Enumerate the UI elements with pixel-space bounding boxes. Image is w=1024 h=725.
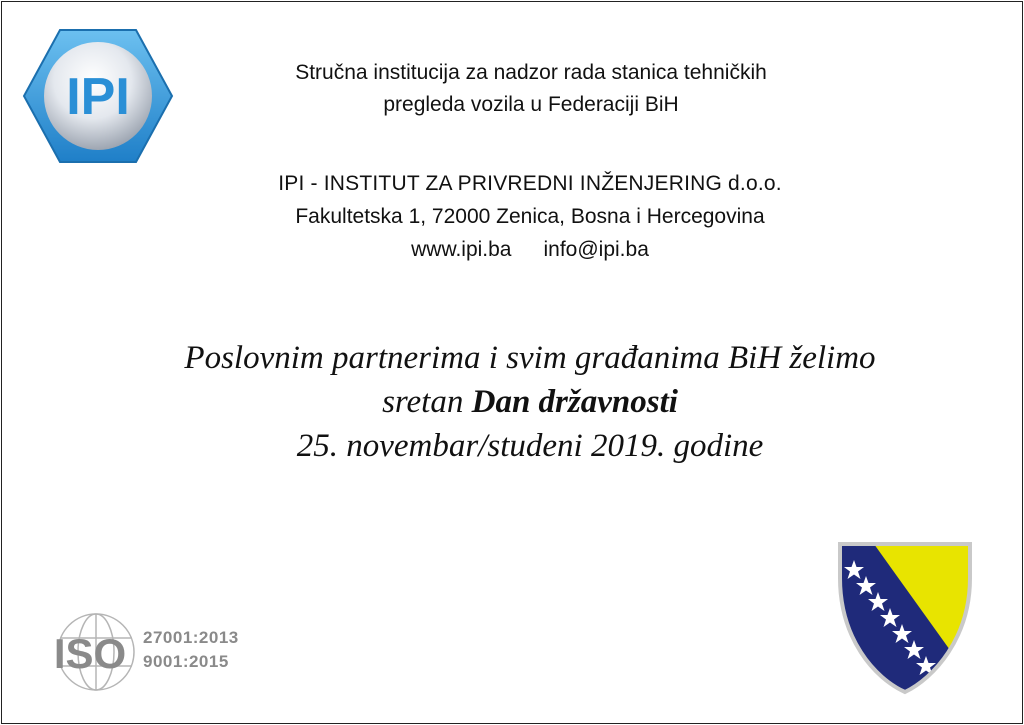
ipi-logo xyxy=(22,26,174,166)
company-address: Fakultetska 1, 72000 Zenica, Bosna i Hercegovina xyxy=(295,205,765,228)
institution-description xyxy=(196,57,866,121)
logo-text: IPI xyxy=(66,68,130,126)
greeting-line-1: Poslovnim partnerima i svim građanima BiH želimo xyxy=(184,340,876,376)
description-line-1: Stručna institucija za nadzor rada stanica tehničkih xyxy=(295,61,767,84)
holiday-name: Dan državnosti xyxy=(471,384,678,420)
iso-standards xyxy=(143,626,239,674)
company-contacts xyxy=(150,233,910,266)
iso-code-1: 27001:2013 xyxy=(143,628,239,647)
website-link[interactable]: www.ipi.ba xyxy=(411,238,512,261)
description-line-2: pregleda vozila u Federaciji BiH xyxy=(383,93,679,116)
iso-code-2: 9001:2015 xyxy=(143,652,229,671)
greeting-line-2-prefix: sretan xyxy=(382,384,472,420)
iso-label: ISO xyxy=(53,630,127,677)
email-link[interactable]: info@ipi.ba xyxy=(543,238,649,261)
greeting-date: 25. novembar/studeni 2019. godine xyxy=(296,428,764,464)
company-block xyxy=(150,167,910,266)
bih-coat-of-arms xyxy=(834,538,976,696)
greeting-message xyxy=(30,336,1024,468)
greeting-line-2 xyxy=(30,380,1024,424)
company-name: IPI - INSTITUT ZA PRIVREDNI INŽENJERING d.o.o. xyxy=(278,172,782,195)
